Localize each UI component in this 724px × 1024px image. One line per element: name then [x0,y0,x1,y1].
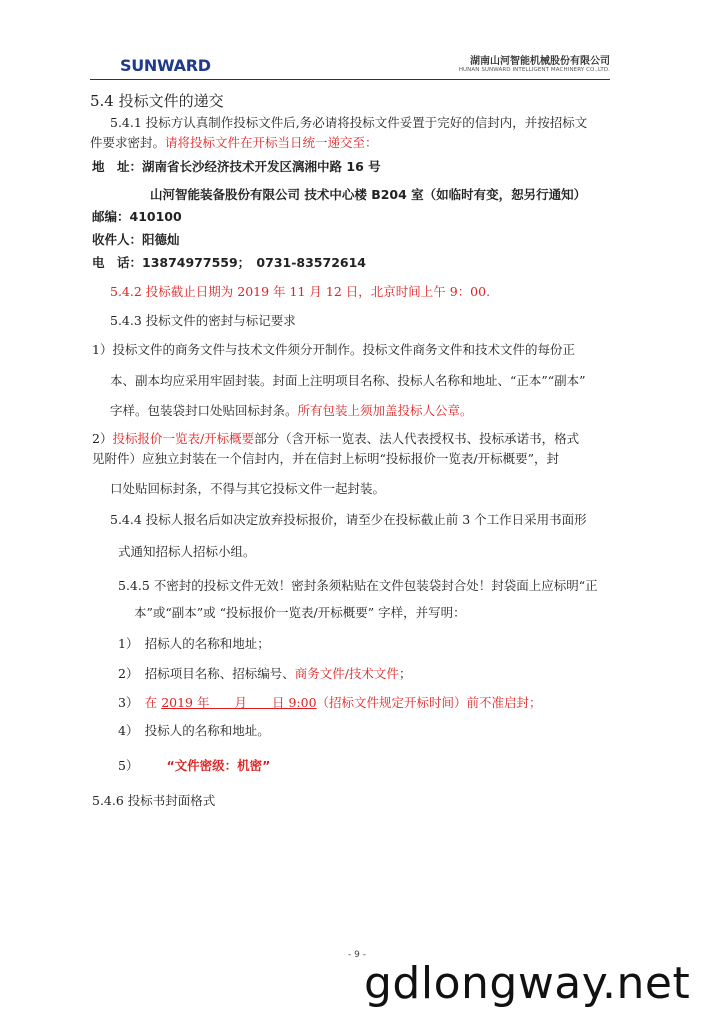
item2-line1: 2）投标报价一览表/开标概要部分（含开标一览表、法人代表授权书、投标承诺书，格式 [92,431,580,446]
para-544-line1: 5.4.4 投标人报名后如决定放弃投标报价，请至少在投标截止前 3 个工作日采用书面形 [110,512,587,527]
company-name [459,52,610,73]
para-541-line2: 件要求密封。请将投标文件在开标当日统一递交至： [90,135,378,150]
item1-line1: 1）投标文件的商务文件与技术文件须分开制作。投标文件商务文件和技术文件的每份正 [92,342,575,357]
item2-line3: 口处贴回标封条，不得与其它投标文件一起封装。 [110,481,386,496]
site-watermark: gdlongway.net [364,958,691,1009]
phone: 电 话：13874977559； 0731-83572614 [92,255,366,270]
sub-item-2-red: 商务文件/技术文件 [294,666,399,681]
header-divider [90,79,610,80]
sub-item-3: 3） 在 2019 年 月 日 9:00（招标文件规定开标时间）前不准启封； [118,695,542,710]
para-542: 5.4.2 投标截止日期为 2019 年 11 月 12 日，北京时间上午 9：00. [110,284,491,299]
page-number: - 9 - [348,950,366,960]
page-header [90,46,610,80]
company-name-cn: 湖南山河智能机械股份有限公司 [470,56,610,67]
item1-line3: 字样。包装袋封口处贴回标封条。所有包装上须加盖投标人公章。 [110,403,473,418]
para-545-line2: 本”或“副本”或 “投标报价一览表/开标概要” 字样，并写明： [134,605,466,620]
postcode: 邮编：410100 [92,209,182,224]
section-title: 5.4 投标文件的递交 [90,92,224,110]
item1-red: 所有包装上须加盖投标人公章。 [297,403,473,418]
para-543: 5.4.3 投标文件的密封与标记要求 [110,313,296,328]
address-line-2: 山河智能装备股份有限公司 技术中心楼 B204 室（如临时有变，恕另行通知） [150,187,587,202]
para-545-line1: 5.4.5 不密封的投标文件无效！密封条须粘贴在文件包装袋封合处！封袋面上应标明“正 [118,578,598,593]
sub-item-4: 4） 投标人的名称和地址。 [118,723,270,738]
para-546: 5.4.6 投标书封面格式 [92,793,216,808]
para-541-red: 请将投标文件在开标当日统一递交至： [165,135,378,150]
sub-item-1: 1） 招标人的名称和地址； [118,636,270,651]
sub-item-2: 2） 招标项目名称、招标编号、商务文件/技术文件； [118,666,412,681]
sub-item-5: 5） “文件密级：机密” [118,758,271,773]
company-name-en: HUNAN SUNWARD INTELLIGENT MACHINERY CO.,LTD. [458,67,610,73]
address-line: 地 址：湖南省长沙经济技术开发区漓湘中路 16 号 [92,159,381,174]
item2-red: 投标报价一览表/开标概要 [112,431,255,446]
para-544-line2: 式通知招标人招标小组。 [118,544,256,559]
receiver: 收件人：阳德灿 [92,232,180,247]
item1-line2: 本、副本均应采用牢固封装。封面上注明项目名称、投标人名称和地址、“正本”“副本” [110,373,586,388]
para-541-line1: 5.4.1 投标方认真制作投标文件后,务必请将投标文件妥置于完好的信封内，并按招标文 [110,115,588,130]
sunward-logo: SUNWARD [120,56,211,75]
confidential-label: “文件密级：机密” [166,758,271,773]
item2-line2: 见附件）应独立封装在一个信封内，并在信封上标明“投标报价一览表/开标概要”，封 [92,451,559,466]
